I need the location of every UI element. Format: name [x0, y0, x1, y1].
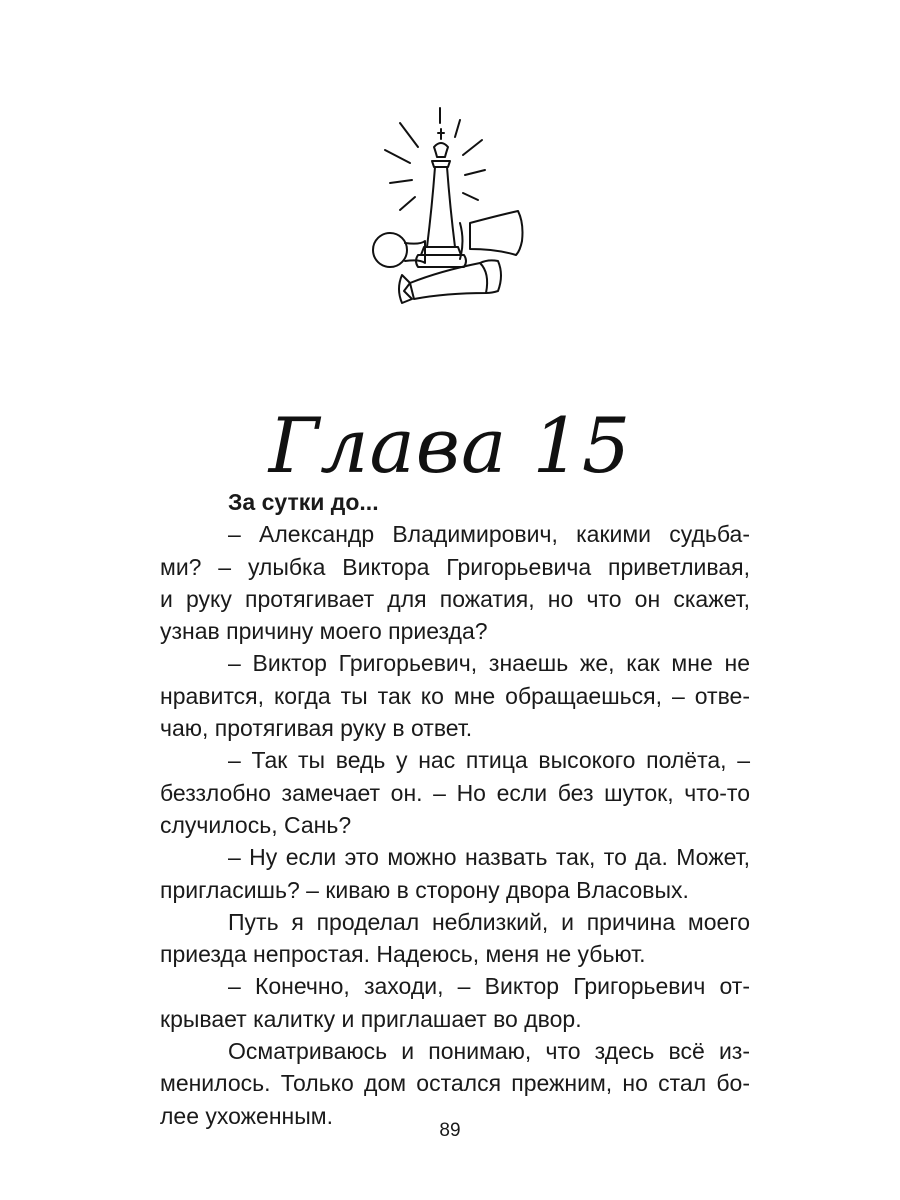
text-line: приезда непростая. Надеюсь, меня не убьют.: [160, 941, 646, 968]
body-text: [160, 486, 750, 1132]
text-line: лее ухоженным.: [160, 1102, 333, 1129]
page-number: 89: [439, 1120, 461, 1141]
section-subheading: За сутки до...: [228, 489, 379, 515]
text-line: – Конечно, заходи, – Виктор Григорьевич от-: [228, 973, 750, 1000]
chess-pieces-illustration-icon: [360, 105, 530, 315]
text-line: нравится, когда ты так ко мне обращаешься, – отве-: [160, 682, 750, 709]
chapter-title: Глава 15: [268, 400, 632, 490]
text-line: – Виктор Григорьевич, знаешь же, как мне не: [228, 650, 750, 677]
text-line: Осматриваюсь и понимаю, что здесь всё из-: [228, 1038, 750, 1065]
text-line: менилось. Только дом остался прежним, но стал бо-: [160, 1070, 750, 1097]
chess-king-icon: [416, 129, 466, 267]
text-line: узнав причину моего приезда?: [160, 618, 488, 645]
fallen-rook-icon: [460, 211, 523, 259]
text-line: ми? – улыбка Виктора Григорьевича приветливая,: [160, 553, 750, 580]
text-line: крывает калитку и приглашает во двор.: [160, 1005, 582, 1032]
text-line: пригласишь? – киваю в сторону двора Власовых.: [160, 876, 689, 903]
text-line: случилось, Сань?: [160, 811, 352, 838]
text-line: – Так ты ведь у нас птица высокого полёта, –: [228, 747, 750, 774]
text-line: беззлобно замечает он. – Но если без шуток, что-то: [160, 779, 750, 806]
text-line: – Александр Владимирович, какими судьба-: [228, 521, 750, 548]
fallen-pawn-icon: [373, 233, 425, 267]
text-line: чаю, протягивая руку в ответ.: [160, 715, 473, 742]
text-line: – Ну если это можно назвать так, то да. Может,: [228, 844, 750, 871]
text-line: и руку протягивает для пожатия, но что он скажет,: [160, 585, 750, 612]
text-line: Путь я проделал неблизкий, и причина моего: [228, 908, 750, 935]
shine-rays-icon: [385, 108, 485, 210]
